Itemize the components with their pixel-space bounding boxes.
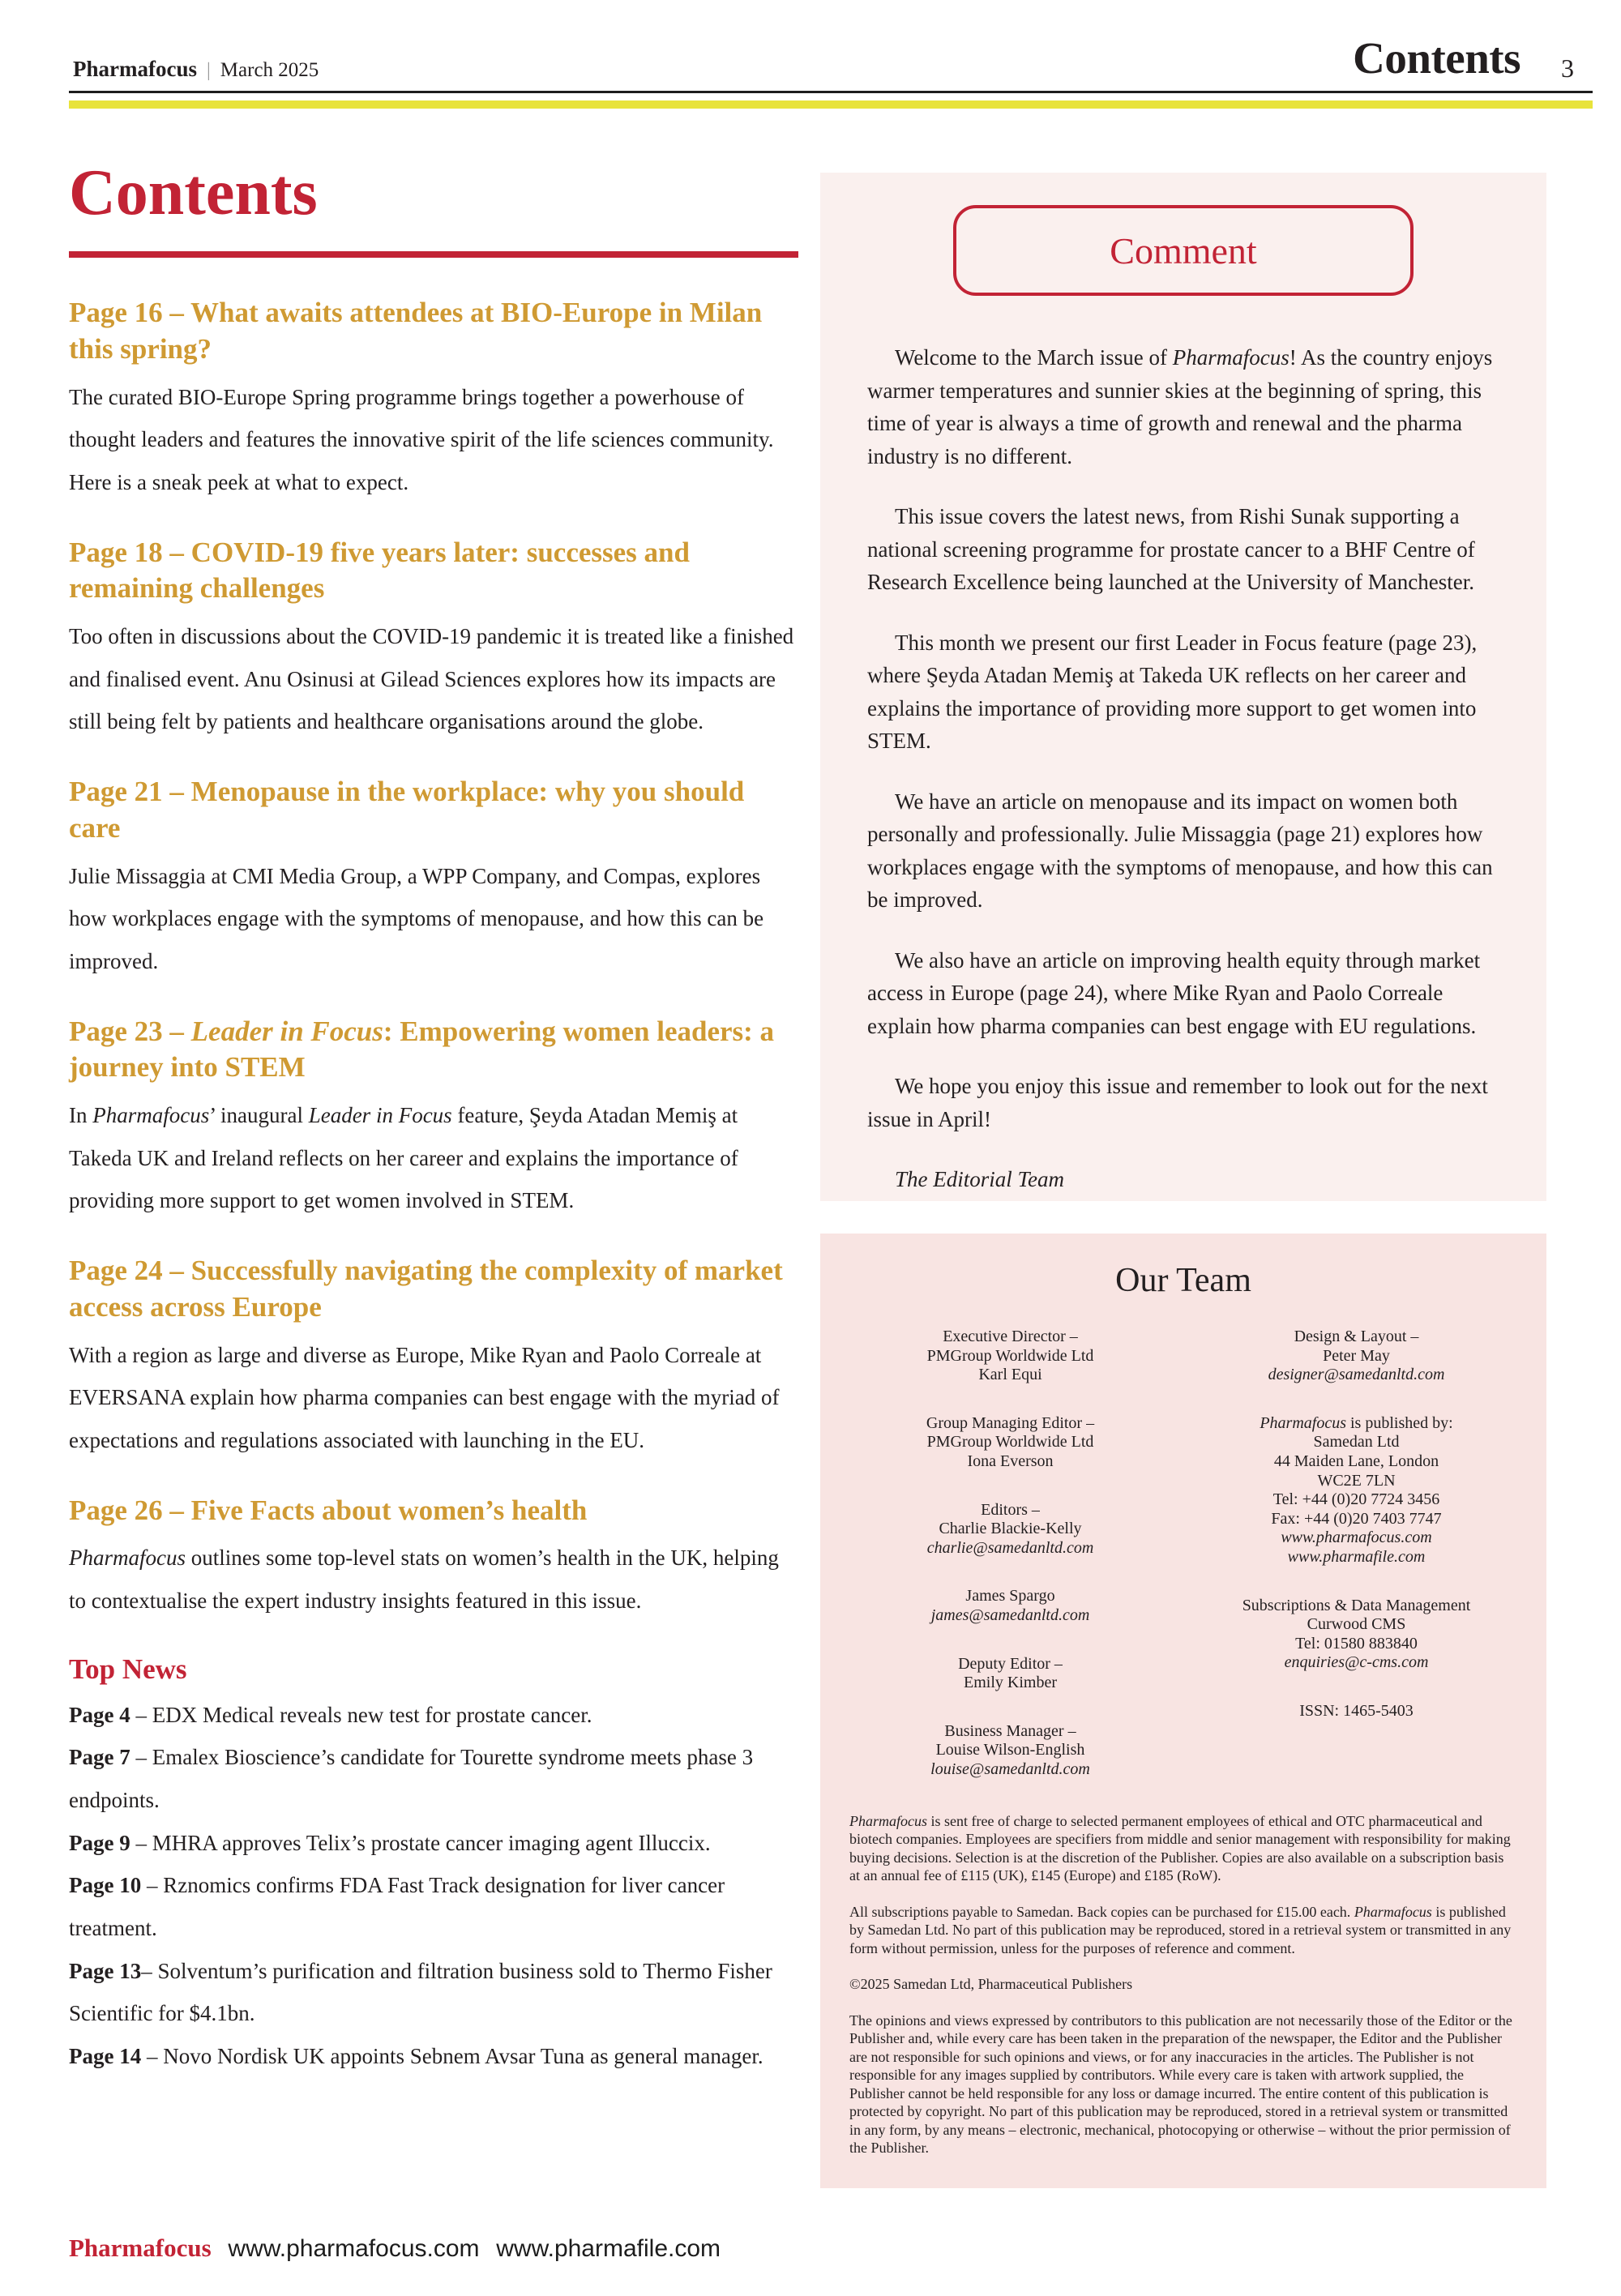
contents-entry-page23 xyxy=(69,1014,798,1223)
header-rule xyxy=(69,91,1593,93)
top-news-item: Page 4 – EDX Medical reveals new test for prostate cancer. xyxy=(69,1702,592,1727)
entry-title: Page 26 – Five Facts about women’s health xyxy=(69,1494,588,1526)
entry-summary: Pharmafocus outlines some top-level stats on women’s health in the UK, helping to contextualise the expert industry insights featured in this issue. xyxy=(69,1546,779,1614)
page-footer xyxy=(69,2234,721,2263)
team-entry-publisher-address: Pharmafocus is published by: Samedan Ltd 44 Maiden Lane, London WC2E 7LN Tel: +44 (0)20 7724 3456 Fax: +44 (0)20 7403 7747 www.pharmafocus.com www.pharmafile.com xyxy=(1260,1413,1453,1566)
comment-paragraph: We hope you enjoy this issue and remember to look out for the next issue in April! xyxy=(867,1074,1488,1131)
top-news-item: Page 7 – Emalex Bioscience’s candidate for Tourette syndrome meets phase 3 endpoints. xyxy=(69,1745,754,1812)
footer-brand: Pharmafocus xyxy=(69,2234,212,2262)
entry-summary: The curated BIO-Europe Spring programme brings together a powerhouse of thought leaders and features the innovative spirit of the life sciences community. Here is a sneak peek at what to expect. xyxy=(69,384,774,494)
entry-title: Page 18 – COVID-19 five years later: successes and remaining challenges xyxy=(69,536,690,605)
masthead-brand: Pharmafocus xyxy=(73,57,197,81)
entry-title: Page 23 – Leader in Focus: Empowering women leaders: a journey into STEM xyxy=(69,1015,775,1084)
legal-fineprint xyxy=(849,1812,1517,2157)
team-entry-deputy-editor: Deputy Editor – Emily Kimber xyxy=(958,1654,1063,1692)
comment-paragraph: This month we present our first Leader in Focus feature (page 23), where Şeyda Atadan Memiş at Takeda UK reflects on her career and explains the importance of providing more support to get women into STEM. xyxy=(867,630,1478,753)
contents-entry-page26 xyxy=(69,1493,798,1623)
team-entry-executive-director: Executive Director – PMGroup Worldwide Ltd Karl Equi xyxy=(926,1328,1094,1384)
masthead-page-number: 3 xyxy=(1561,53,1574,83)
comment-paragraph: We also have an article on improving health equity through market access in Europe (page 24), where Mike Ryan and Paolo Correale explain how pharma companies can best engage with EU regulations. xyxy=(867,947,1481,1038)
fineprint-subscription-terms: Pharmafocus is sent free of charge to selected permanent employees of ethical and OTC pharmaceutical and biotech companies. Employees are specifiers from middle and senior management with responsibility for making buying decisions. Selection is at the discretion of the Publisher. Copies are also available on a subscription basis at an annual fee of £115 (UK), £145 (Europe) and £185 (RoW). xyxy=(849,1812,1511,1883)
contents-entry-page24 xyxy=(69,1253,798,1462)
fineprint-copies-terms: All subscriptions payable to Samedan. Back copies can be purchased for £15.00 each. Pharmafocus is published by Samedan Ltd. No part of this publication may be reproduced, stored in a retrieval system or transmitted in any form without permission, unless for the purposes of reference and comment. xyxy=(849,1903,1512,1956)
entry-title: Page 21 – Menopause in the workplace: why you should care xyxy=(69,776,745,844)
contents-column xyxy=(69,157,798,2077)
comment-signature: The Editorial Team xyxy=(895,1167,1065,1191)
our-team-panel xyxy=(820,1234,1546,2188)
top-news-item: Page 14 – Novo Nordisk UK appoints Sebnem Avsar Tuna as general manager. xyxy=(69,2043,763,2068)
top-news-item: Page 9 – MHRA approves Telix’s prostate cancer imaging agent Illuccix. xyxy=(69,1830,711,1855)
entry-title: Page 16 – What awaits attendees at BIO-Europe in Milan this spring? xyxy=(69,297,763,365)
team-entry-editors: Editors – Charlie Blackie-Kelly charlie@samedanltd.com xyxy=(926,1500,1094,1557)
top-news-item: Page 13– Solventum’s purification and filtration business sold to Thermo Fisher Scientific for $4.1bn. xyxy=(69,1958,772,2026)
masthead xyxy=(73,57,319,82)
comment-heading-badge xyxy=(953,205,1414,296)
our-team-heading: Our Team xyxy=(1115,1262,1251,1299)
entry-summary: Too often in discussions about the COVID-19 pandemic it is treated like a finished and finalised event. Anu Osinusi at Gilead Sciences explores how its impacts are still being felt by patients and healthcare organisations around the globe. xyxy=(69,624,794,734)
footer-url-pharmafile: www.pharmafile.com xyxy=(496,2235,721,2262)
top-news-item: Page 10 – Rznomics confirms FDA Fast Track designation for liver cancer treatment. xyxy=(69,1873,725,1940)
top-news-heading: Top News xyxy=(69,1653,187,1685)
team-entry-design-layout: Design & Layout – Peter May designer@samedanltd.com xyxy=(1268,1328,1445,1384)
team-entry-subscriptions: Subscriptions & Data Management Curwood CMS Tel: 01580 883840 enquiries@c-cms.com xyxy=(1242,1596,1471,1672)
contents-entry-page18 xyxy=(69,535,798,744)
team-column-right xyxy=(1195,1328,1517,1809)
comment-panel xyxy=(820,173,1546,1201)
entry-summary: In Pharmafocus’ inaugural Leader in Focus feature, Şeyda Atadan Memiş at Takeda UK and Ireland reflects on her career and explains the importance of providing more support to get women involved in STEM. xyxy=(69,1103,738,1213)
team-entry-business-manager: Business Manager – Louise Wilson-English louise@samedanltd.com xyxy=(930,1721,1090,1778)
team-entry-editor-james-spargo: James Spargo james@samedanltd.com xyxy=(930,1587,1090,1624)
title-rule xyxy=(69,251,798,258)
entry-summary: Julie Missaggia at CMI Media Group, a WPP Company, and Compas, explores how workplaces engage with the symptoms of menopause, and how this can be improved. xyxy=(69,863,764,973)
footer-url-pharmafocus: www.pharmafocus.com xyxy=(228,2235,480,2262)
fineprint-copyright-line: ©2025 Samedan Ltd, Pharmaceutical Publishers xyxy=(849,1976,1133,1992)
fineprint-disclaimer: The opinions and views expressed by contributors to this publication are not necessarily those of the Editor or the Publisher and, while every care has been taken in the preparation of the newspaper, the Editor and the Publisher are not responsible for such opinions and views, or for any inaccuracies in the articles. The Publisher is not responsible for any images supplied by contributors. While every care is taken with artwork supplied, the Publisher cannot be held responsible for any loss or damage incurred. The entire content of this publication is protected by copyright. No part of this publication may be reproduced, stored in a retrieval system or transmitted in any form, by any means – electronic, mechanical, photocopying or otherwise – without the prior permission of the Publisher. xyxy=(849,2012,1512,2156)
team-entry-group-managing-editor: Group Managing Editor – PMGroup Worldwide Ltd Iona Everson xyxy=(926,1413,1095,1470)
masthead-issue-date: March 2025 xyxy=(220,59,319,81)
entry-title: Page 24 – Successfully navigating the complexity of market access across Europe xyxy=(69,1255,783,1323)
entry-summary: With a region as large and diverse as Europe, Mike Ryan and Paolo Correale at EVERSANA explain how pharma companies can best engage with the myriad of expectations and regulations associated with launching in the EU. xyxy=(69,1342,780,1452)
header-yellow-bar xyxy=(69,100,1593,109)
comment-paragraph: Welcome to the March issue of Pharmafocus! As the country enjoys warmer temperatures and sunnier skies at the beginning of spring, this time of year is always a time of growth and renewal and the pharma industry is no different. xyxy=(867,345,1493,468)
contents-entry-page21 xyxy=(69,774,798,983)
comment-paragraph: We have an article on menopause and its impact on women both personally and professionally. Julie Missaggia (page 21) explores how workplaces engage with the symptoms of menopause, and how this can be improved. xyxy=(867,789,1493,912)
team-column-left xyxy=(849,1328,1171,1809)
team-columns xyxy=(849,1328,1517,1809)
team-entry-issn: ISSN: 1465-5403 xyxy=(1299,1701,1414,1720)
page-title: Contents xyxy=(69,157,318,229)
contents-entry-page16 xyxy=(69,295,798,504)
comment-paragraph: This issue covers the latest news, from Rishi Sunak supporting a national screening programme for prostate cancer to a BHF Centre of Research Excellence being launched at the University of Manchester. xyxy=(867,504,1475,594)
masthead-separator: | xyxy=(206,60,211,81)
masthead-section-title: Contents xyxy=(1353,33,1520,83)
comment-heading-label: Comment xyxy=(1110,229,1257,272)
